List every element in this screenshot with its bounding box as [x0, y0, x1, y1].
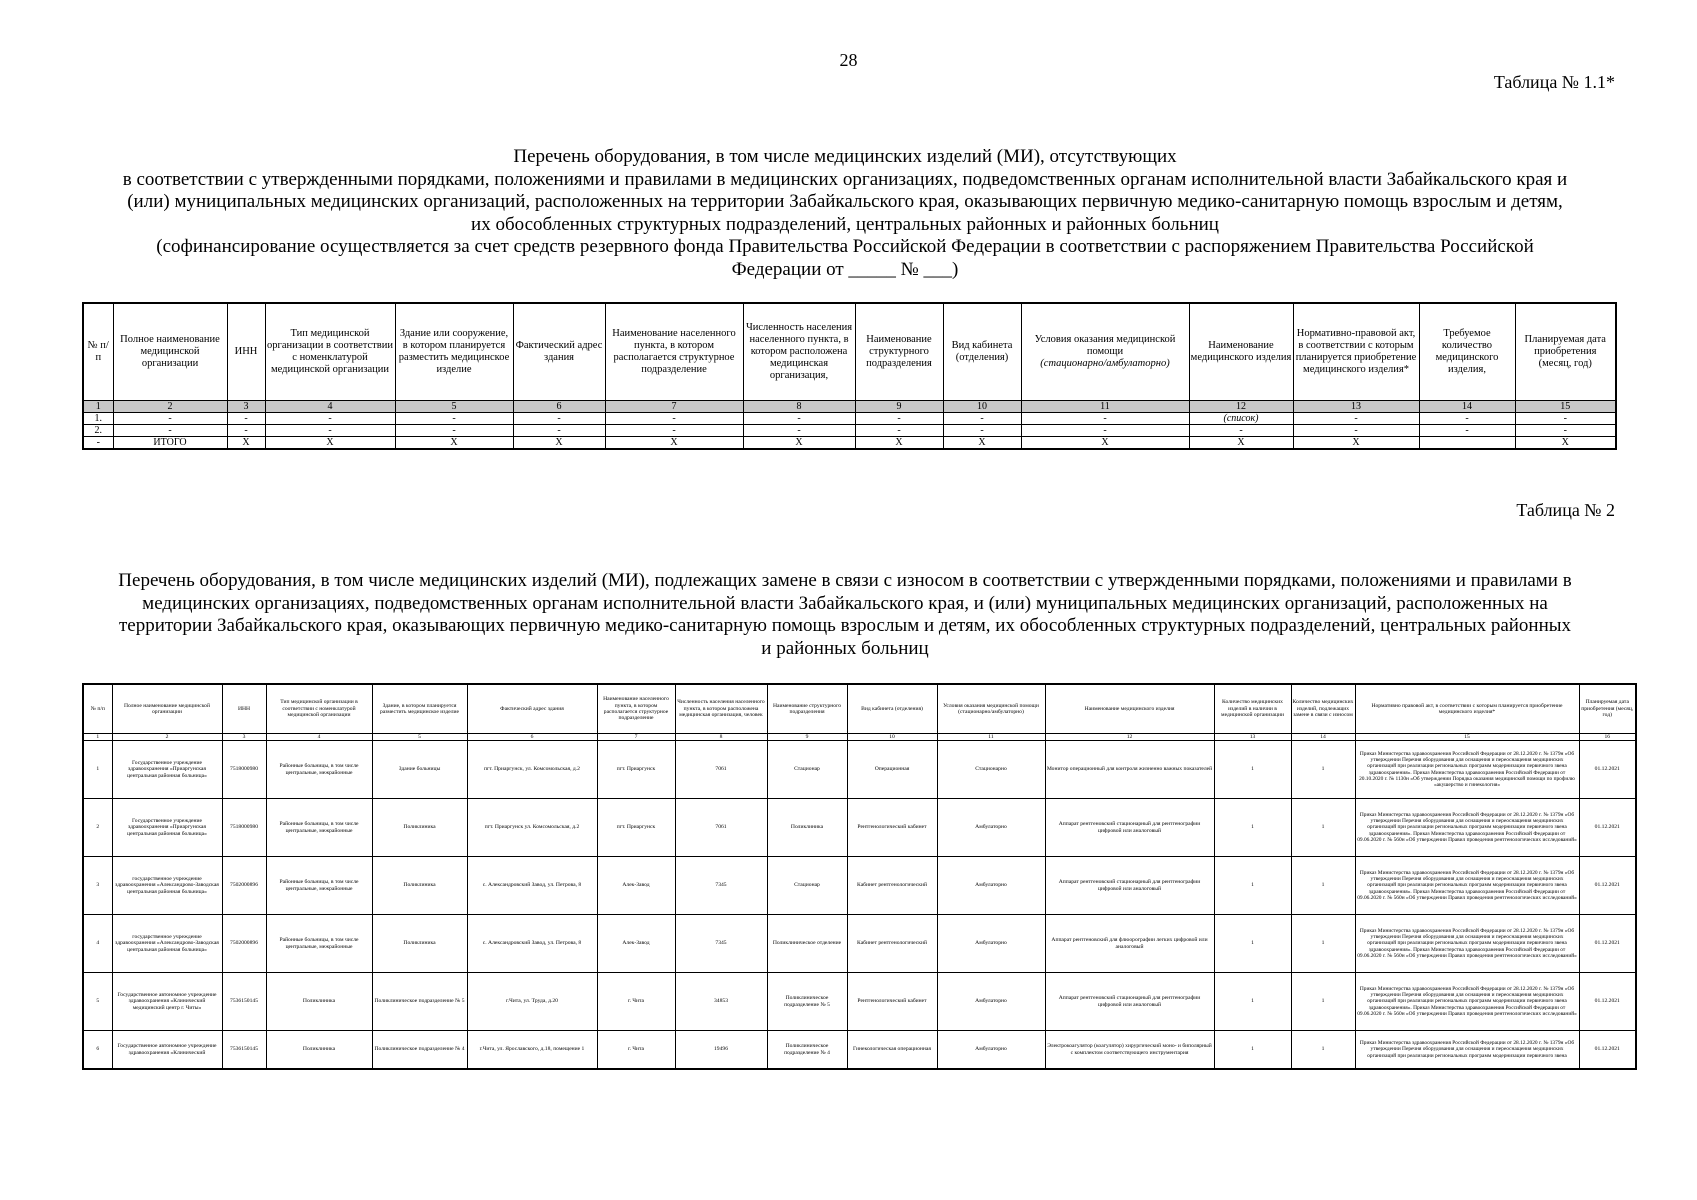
cell: - — [1293, 425, 1419, 437]
cell: - — [1293, 413, 1419, 425]
cell: с. Александровский Завод, ул. Петрова, 8 — [467, 857, 597, 915]
cell: государственное учреждение здравоохранения «Александрово-Заводская центральная районная больница» — [112, 915, 222, 973]
cell: 7061 — [675, 741, 767, 799]
cell: 01.12.2021 — [1579, 857, 1636, 915]
table1-title-line: (софинансирование осуществляется за счет средств резервного фонда Правительства Российской Федерации в соответствии с распоряжением Правительства Российской — [156, 236, 1534, 257]
cell: - — [395, 413, 513, 425]
cell: - — [113, 425, 227, 437]
cell: - — [1189, 425, 1293, 437]
cell: - — [605, 413, 743, 425]
cell: Приказ Министерства здравоохранения Российской Федерации от 28.12.2020 г. № 1379н «Об утверждении Перечня оборудования для оснащения и переоснащения медицинских организаций при реализации региональных программ модернизации первичного звена здравоохранения». Приказ Министерства здравоохранения Российской Федерации от 09.06.2020 г. № 560н «Об утверждении Правил проведения рентгенологических исследований» — [1355, 973, 1579, 1031]
number-cell: 5 — [395, 401, 513, 413]
number-cell: 16 — [1579, 734, 1636, 741]
cell: Приказ Министерства здравоохранения Российской Федерации от 28.12.2020 г. № 1379н «Об утверждении Перечня оборудования для оснащения и переоснащения медицинских организаций при реализации региональных программ модернизации первичного звена здравоохранения». Приказ Министерства здравоохранения Российской Федерации от 09.06.2020 г. № 560н «Об утверждении Правил проведения рентгенологических исследований» — [1355, 799, 1579, 857]
cell: 7536150145 — [222, 1031, 266, 1070]
cell: 1 — [1291, 741, 1355, 799]
cell: 7518000980 — [222, 799, 266, 857]
table2-number-row — [83, 734, 1636, 741]
cell: 01.12.2021 — [1579, 741, 1636, 799]
table2 — [82, 683, 1637, 1070]
header-cell: Наименование медицинского изделия — [1189, 303, 1293, 401]
header-cell: Требуемое количество медицинского изделия, — [1419, 303, 1515, 401]
number-cell: 7 — [597, 734, 675, 741]
cell: - — [1515, 425, 1616, 437]
cell: X — [605, 437, 743, 450]
number-cell: 9 — [855, 401, 943, 413]
table1-number-row — [83, 401, 1616, 413]
cell: 6 — [83, 1031, 112, 1070]
number-cell: 3 — [222, 734, 266, 741]
table1-header-row — [83, 303, 1616, 401]
cell: 7345 — [675, 915, 767, 973]
cell: 1 — [1291, 973, 1355, 1031]
cell: Государственное автономное учреждение здравоохранения «Клинический — [112, 1031, 222, 1070]
cell: Монитор операционный для контроля жизненно важных показателей — [1045, 741, 1214, 799]
header-cell: Количество медицинских изделий, подлежащих замене в связи с износом — [1291, 684, 1355, 734]
cell: г. Чита — [597, 1031, 675, 1070]
cell: X — [855, 437, 943, 450]
header-cell: Полное наименование медицинской организации — [112, 684, 222, 734]
cell: 1 — [1291, 857, 1355, 915]
header-cell: Фактический адрес здания — [513, 303, 605, 401]
table1-title-line: Перечень оборудования, в том числе медицинских изделий (МИ), отсутствующих — [513, 146, 1177, 167]
cell: - — [113, 413, 227, 425]
cell: (список) — [1189, 413, 1293, 425]
cell: - — [855, 413, 943, 425]
table2-title-line: территории Забайкальского края, оказывающих первичную медико-санитарную помощь взрослым и детям, их обособленных структурных подразделений, центральных районных — [118, 615, 1572, 636]
number-cell: 2 — [113, 401, 227, 413]
cell: Государственное учреждение здравоохранения «Приаргунская центральная районная больница» — [112, 799, 222, 857]
cell: Алек-Завод — [597, 857, 675, 915]
cell: Алек-Завод — [597, 915, 675, 973]
number-cell: 4 — [266, 734, 372, 741]
number-cell: 14 — [1419, 401, 1515, 413]
cell: X — [743, 437, 855, 450]
header-cell: Нормативно правовой акт, в соответствии с которым планируется приобретение медицинского изделия* — [1355, 684, 1579, 734]
cell: Аппарат рентгеновский стационарный для рентгенографии цифровой или аналоговый — [1045, 799, 1214, 857]
table2-header-row — [83, 684, 1636, 734]
cell: 1 — [1214, 857, 1291, 915]
cell: - — [513, 413, 605, 425]
cell: - — [943, 425, 1021, 437]
table-row — [83, 425, 1616, 437]
cell: Кабинет рентгенологический — [847, 857, 937, 915]
cell: Поликлиническое подразделение № 4 — [372, 1031, 467, 1070]
cell: Стационар — [767, 857, 847, 915]
cell: 01.12.2021 — [1579, 799, 1636, 857]
cell: 34853 — [675, 973, 767, 1031]
cell: 3 — [83, 857, 112, 915]
cell: пгт. Приаргунск, ул. Комсомольская, д.2 — [467, 741, 597, 799]
header-cell: Тип медицинской организации в соответствии с номенклатурой медицинской организации — [265, 303, 395, 401]
table2-title-line: Перечень оборудования, в том числе медицинских изделий (МИ), подлежащих замене в связи с износом в соответствии с утвержденными порядками, положениями и правилами в — [118, 570, 1572, 591]
table1-title-line: (или) муниципальных медицинских организаций, расположенных на территории Забайкальского края, оказывающих первичную медико-санитарную помощь взрослым и детям, — [127, 191, 1563, 212]
table-row — [83, 413, 1616, 425]
cell: Рентгенологический кабинет — [847, 799, 937, 857]
cell: - — [743, 425, 855, 437]
cell: Электрокоагулятор (коагулятор) хирургический моно- и биполярный с комплектом соответствующего инструментария — [1045, 1031, 1214, 1070]
header-cell: Полное наименование медицинской организации — [113, 303, 227, 401]
cell: 4 — [83, 915, 112, 973]
cell: 2. — [83, 425, 113, 437]
number-cell: 13 — [1293, 401, 1419, 413]
cell: Кабинет рентгенологический — [847, 915, 937, 973]
table-row — [83, 973, 1636, 1031]
header-cell: № п/п — [83, 684, 112, 734]
cell: г. Чита — [597, 973, 675, 1031]
cell: Приказ Министерства здравоохранения Российской Федерации от 28.12.2020 г. № 1379н «Об утверждении Перечня оборудования для оснащения и переоснащения медицинских организаций при реализации региональных программ модернизации первичного звена здравоохранения». Приказ Министерства здравоохранения Российской Федерации от 09.06.2020 г. № 560н «Об утверждении Правил проведения рентгенологических исследований» — [1355, 915, 1579, 973]
number-cell: 11 — [1021, 401, 1189, 413]
header-cell: Вид кабинета (отделения) — [847, 684, 937, 734]
table1-label: Таблица № 1.1* — [1493, 72, 1615, 92]
table1-title-line: в соответствии с утвержденными порядками, положениями и правилами в медицинских организациях, подведомственных органам исполнительной власти Забайкальского края и — [122, 168, 1568, 190]
number-cell: 8 — [675, 734, 767, 741]
header-cell: Наименование структурного подразделения — [855, 303, 943, 401]
cell: Амбулаторно — [937, 973, 1045, 1031]
cell: Аппарат рентгеновский стационарный для рентгенографии цифровой или аналоговый — [1045, 973, 1214, 1031]
header-cell: Планируемая дата приобретения (месяц, год) — [1579, 684, 1636, 734]
cell: Гинекологическая операционная — [847, 1031, 937, 1070]
cell: 1 — [83, 741, 112, 799]
cell: Стационарно — [937, 741, 1045, 799]
number-cell: 10 — [943, 401, 1021, 413]
cell: г.Чита, ул. Труда, д.20 — [467, 973, 597, 1031]
cell: Районные больницы, в том числе центральные, межрайонные — [266, 857, 372, 915]
cell: Поликлиническое отделение — [767, 915, 847, 973]
table1 — [82, 302, 1617, 450]
cell: 01.12.2021 — [1579, 973, 1636, 1031]
number-cell: 6 — [513, 401, 605, 413]
cell: с. Александровский Завод, ул. Петрова, 8 — [467, 915, 597, 973]
cell: Стационар — [767, 741, 847, 799]
cell: Поликлиника — [266, 973, 372, 1031]
header-cell: Нормативно-правовой акт, в соответствии с которым планируется приобретение медицинского изделия* — [1293, 303, 1419, 401]
cell: 1 — [1214, 1031, 1291, 1070]
cell: - — [1419, 413, 1515, 425]
cell: Государственное автономное учреждение здравоохранения «Клинический медицинский центр г. Читы» — [112, 973, 222, 1031]
number-cell: 11 — [937, 734, 1045, 741]
cell: X — [265, 437, 395, 450]
cell: 1 — [1291, 915, 1355, 973]
cell: - — [227, 425, 265, 437]
cell: X — [943, 437, 1021, 450]
cell: Аппарат рентгеновский стационарный для рентгенографии цифровой или аналоговый — [1045, 857, 1214, 915]
cell: 1 — [1214, 741, 1291, 799]
cell: 7345 — [675, 857, 767, 915]
header-cell: ИНН — [222, 684, 266, 734]
header-text: Условия оказания медицинской помощи — [1034, 334, 1176, 357]
cell: 01.12.2021 — [1579, 915, 1636, 973]
number-cell: 1 — [83, 401, 113, 413]
table1-title-line: Федерации от _____ № ___) — [731, 258, 959, 280]
cell: Рентгенологический кабинет — [847, 973, 937, 1031]
cell: 7518000980 — [222, 741, 266, 799]
cell: - — [265, 425, 395, 437]
cell — [1419, 437, 1515, 450]
header-cell: Наименование структурного подразделения — [767, 684, 847, 734]
number-cell: 1 — [83, 734, 112, 741]
cell: X — [395, 437, 513, 450]
table-row — [83, 799, 1636, 857]
header-cell: ИНН — [227, 303, 265, 401]
cell: - — [1419, 425, 1515, 437]
cell: - — [1021, 413, 1189, 425]
cell: Поликлиника — [372, 857, 467, 915]
cell: 1 — [1291, 1031, 1355, 1070]
cell: - — [1021, 425, 1189, 437]
number-cell: 2 — [112, 734, 222, 741]
cell: X — [227, 437, 265, 450]
cell: Поликлиника — [767, 799, 847, 857]
table2-label: Таблица № 2 — [1516, 500, 1615, 520]
cell: X — [1021, 437, 1189, 450]
table1-title — [70, 146, 1620, 281]
cell: - — [395, 425, 513, 437]
table-row — [83, 1031, 1636, 1070]
cell: Амбулаторно — [937, 799, 1045, 857]
table2-title — [70, 570, 1620, 660]
header-cell-conditions — [1021, 303, 1189, 401]
table-row — [83, 857, 1636, 915]
header-cell: Здание, в котором планируется разместить медицинское изделие — [372, 684, 467, 734]
cell: 1. — [83, 413, 113, 425]
table-row — [83, 741, 1636, 799]
cell: г.Чита, ул. Ярославского, д.18, помещение 1 — [467, 1031, 597, 1070]
cell: X — [1189, 437, 1293, 450]
cell: Районные больницы, в том числе центральные, межрайонные — [266, 741, 372, 799]
cell: - — [743, 413, 855, 425]
number-cell: 15 — [1515, 401, 1616, 413]
header-cell: Численность населения населенного пункта, в котором расположена медицинская организация, человек — [675, 684, 767, 734]
cell: 7502000896 — [222, 915, 266, 973]
cell: X — [1515, 437, 1616, 450]
cell: Поликлиническое подразделение № 5 — [767, 973, 847, 1031]
cell: Амбулаторно — [937, 915, 1045, 973]
cell: 7536150145 — [222, 973, 266, 1031]
cell: - — [605, 425, 743, 437]
cell: - — [227, 413, 265, 425]
header-cell: Наименование населенного пункта, в котором располагается структурное подразделение — [597, 684, 675, 734]
cell: Операционная — [847, 741, 937, 799]
cell: 1 — [1214, 799, 1291, 857]
header-cell: Условия оказания медицинской помощи (стационарно/амбулаторно) — [937, 684, 1045, 734]
number-cell: 10 — [847, 734, 937, 741]
cell: Приказ Министерства здравоохранения Российской Федерации от 28.12.2020 г. № 1379н «Об утверждении Перечня оборудования для оснащения и переоснащения медицинских организаций при реализации региональных программ модернизации первичного звена здравоохранения». Приказ Министерства здравоохранения Российской Федерации от 09.06.2020 г. № 560н «Об утверждении Правил проведения рентгенологических исследований» — [1355, 857, 1579, 915]
cell: 5 — [83, 973, 112, 1031]
cell: Районные больницы, в том числе центральные, межрайонные — [266, 799, 372, 857]
number-cell: 7 — [605, 401, 743, 413]
cell: Аппарат рентгеновский для флюорографии легких цифровой или аналоговый — [1045, 915, 1214, 973]
cell: Приказ Министерства здравоохранения Российской Федерации от 28.12.2020 г. № 1379н «Об утверждении Перечня оборудования для оснащения и переоснащения медицинских организаций при реализации региональных программ модернизации первичного звена здравоохранения». Приказ Министерства здравоохранения Российской Федерации от 20.10.2020 г. № 1130н «Об утверждении Порядка оказания медицинской помощи по профилю «акушерство и гинекология» — [1355, 741, 1579, 799]
number-cell: 3 — [227, 401, 265, 413]
cell: - — [265, 413, 395, 425]
cell: 1 — [1214, 973, 1291, 1031]
table2-title-line: и районных больниц — [761, 637, 929, 659]
header-italic-note: (стационарно/амбулаторно) — [1040, 358, 1170, 369]
cell: Поликлиника — [372, 915, 467, 973]
cell: ИТОГО — [113, 437, 227, 450]
header-cell: Наименование населенного пункта, в котором располагается структурное подразделение — [605, 303, 743, 401]
header-cell: Количество медицинских изделий в наличии в медицинской организации — [1214, 684, 1291, 734]
cell: - — [1515, 413, 1616, 425]
cell: пгт. Приаргунск — [597, 799, 675, 857]
cell: Приказ Министерства здравоохранения Российской Федерации от 28.12.2020 г. № 1379н «Об утверждении Перечня оборудования для оснащения и переоснащения медицинских организаций при реализации региональных программ модернизации первичного звена — [1355, 1031, 1579, 1070]
number-cell: 12 — [1045, 734, 1214, 741]
cell: - — [513, 425, 605, 437]
number-cell: 13 — [1214, 734, 1291, 741]
table-row — [83, 915, 1636, 973]
cell: 7061 — [675, 799, 767, 857]
cell: пгт. Приаргунск ул. Комсомольская, д.2 — [467, 799, 597, 857]
cell: пгт. Приаргунск — [597, 741, 675, 799]
table1-title-line: их обособленных структурных подразделений, центральных районных и районных больниц — [471, 213, 1219, 235]
table2-title-line: медицинских организациях, подведомственных органам исполнительной власти Забайкальского края, и (или) муниципальных медицинских организаций, расположенных на — [142, 592, 1548, 614]
header-cell: № п/п — [83, 303, 113, 401]
cell: 1 — [1214, 915, 1291, 973]
header-cell: Здание или сооружение, в котором планируется разместить медицинское изделие — [395, 303, 513, 401]
number-cell: 8 — [743, 401, 855, 413]
cell: Поликлиническое подразделение № 5 — [372, 973, 467, 1031]
number-cell: 5 — [372, 734, 467, 741]
header-cell: Тип медицинской организации в соответствии с номенклатурой медицинской организации — [266, 684, 372, 734]
number-cell: 12 — [1189, 401, 1293, 413]
number-cell: 9 — [767, 734, 847, 741]
header-cell: Фактический адрес здания — [467, 684, 597, 734]
cell: Амбулаторно — [937, 1031, 1045, 1070]
header-cell: Численность населения населенного пункта, в котором расположена медицинская организация, — [743, 303, 855, 401]
cell: государственное учреждение здравоохранения «Александрово-Заводская центральная районная больница» — [112, 857, 222, 915]
cell: Амбулаторно — [937, 857, 1045, 915]
cell: 7502000896 — [222, 857, 266, 915]
table-total-row — [83, 437, 1616, 450]
number-cell: 15 — [1355, 734, 1579, 741]
cell: Поликлиника — [372, 799, 467, 857]
cell: X — [513, 437, 605, 450]
cell: Здание больницы — [372, 741, 467, 799]
cell: 2 — [83, 799, 112, 857]
cell: X — [1293, 437, 1419, 450]
cell: 1 — [1291, 799, 1355, 857]
header-cell: Планируемая дата приобретения (месяц, год) — [1515, 303, 1616, 401]
cell: Государственное учреждение здравоохранения «Приаргунская центральная районная больница» — [112, 741, 222, 799]
cell: - — [855, 425, 943, 437]
number-cell: 14 — [1291, 734, 1355, 741]
cell: 19496 — [675, 1031, 767, 1070]
header-cell: Наименование медицинского изделия — [1045, 684, 1214, 734]
cell: 01.12.2021 — [1579, 1031, 1636, 1070]
cell: - — [83, 437, 113, 450]
number-cell: 6 — [467, 734, 597, 741]
cell: Поликлиническое подразделение № 4 — [767, 1031, 847, 1070]
cell: Поликлиника — [266, 1031, 372, 1070]
number-cell: 4 — [265, 401, 395, 413]
cell: Районные больницы, в том числе центральные, межрайонные — [266, 915, 372, 973]
header-cell: Вид кабинета (отделения) — [943, 303, 1021, 401]
cell: - — [943, 413, 1021, 425]
page-number: 28 — [839, 50, 858, 70]
